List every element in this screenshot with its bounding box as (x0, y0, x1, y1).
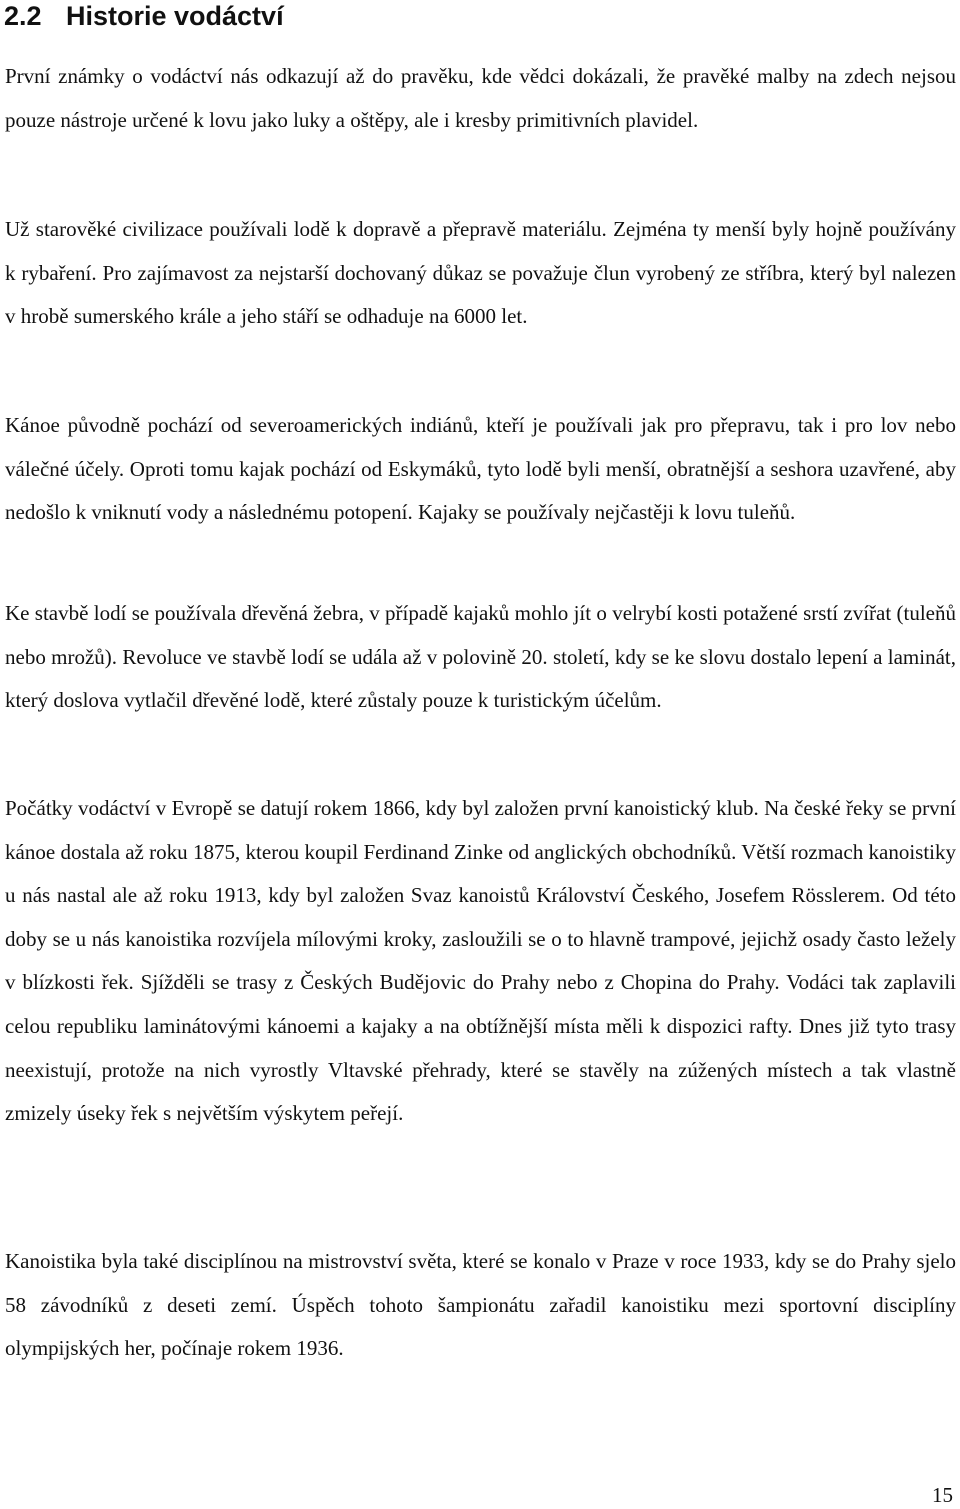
paragraph-ancient-civilizations: Už starověké civilizace používali lodě k dopravě a přepravě materiálu. Zejména ty menší byly hojně používány k rybaření. Pro zajímavost za nejstarší dochovaný důkaz se považuje člun vyrobený ze stříbra, který byl nalezen v hrobě sumerského krále a jeho stáří se odhaduje na 6000 let. (5, 217, 956, 329)
page-number: 15 (932, 1483, 953, 1507)
paragraph-europe-beginnings: Počátky vodáctví v Evropě se datují rokem 1866, kdy byl založen první kanoistický klub. Na české řeky se první kánoe dostala až roku 1875, kterou koupil Ferdinand Zinke od anglických obchodníků. Větší rozmach kanoistiky u nás nastal ale až roku 1913, kdy byl založen Svaz kanoistů Království Českého, Josefem Rösslerem. Od této doby se u nás kanoistika rozvíjela mílovými kroky, zasloužili se o to hlavně trampové, jejichž osady často ležely v blízkosti řek. Sjížděli se trasy z Českých Budějovic do Prahy nebo z Chopina do Prahy. Vodáci tak zaplavili celou republiku laminátovými kánoemi a kajaky a na obtížnější místa měli k dispozici rafty. Dnes již tyto trasy neexistují, protože na nich vyrostly Vltavské přehrady, které se stavěly na zúžených místech a tak vlastně zmizely úseky řek s největším výskytem peřejí. (5, 796, 956, 1126)
section-title: Historie vodáctví (66, 1, 284, 31)
paragraph-canoe-kayak-origin: Kánoe původně pochází od severoamerických indiánů, kteří je používali jak pro přepravu, tak i pro lov nebo válečné účely. Oproti tomu kajak pochází od Eskymáků, tyto lodě byli menší, obratnější a seshora uzavřené, aby nedošlo k vniknutí vody a následnému potopení. Kajaky se používaly nejčastěji k lovu tuleňů. (5, 413, 956, 525)
section-heading (4, 0, 284, 32)
paragraph-prehistory: První známky o vodáctví nás odkazují až do pravěku, kde vědci dokázali, že pravěké malby na zdech nejsou pouze nástroje určené k lovu jako luky a oštěpy, ale i kresby primitivních plavidel. (5, 64, 956, 132)
paragraph-boat-construction: Ke stavbě lodí se používala dřevěná žebra, v případě kajaků mohlo jít o velrybí kosti potažené srstí zvířat (tuleňů nebo mrožů). Revoluce ve stavbě lodí se udála až v polovině 20. století, kdy se ke slovu dostalo lepení a laminát, který doslova vytlačil dřevěné lodě, které zůstaly pouze k turistickým účelům. (5, 601, 956, 713)
paragraph-world-championship: Kanoistika byla také disciplínou na mistrovství světa, které se konalo v Praze v roce 1933, kdy se do Prahy sjelo 58 závodníků z deseti zemí. Úspěch tohoto šampionátu zařadil kanoistiku mezi sportovní disciplíny olympijských her, počínaje rokem 1936. (5, 1249, 956, 1361)
section-number: 2.2 (4, 1, 42, 31)
